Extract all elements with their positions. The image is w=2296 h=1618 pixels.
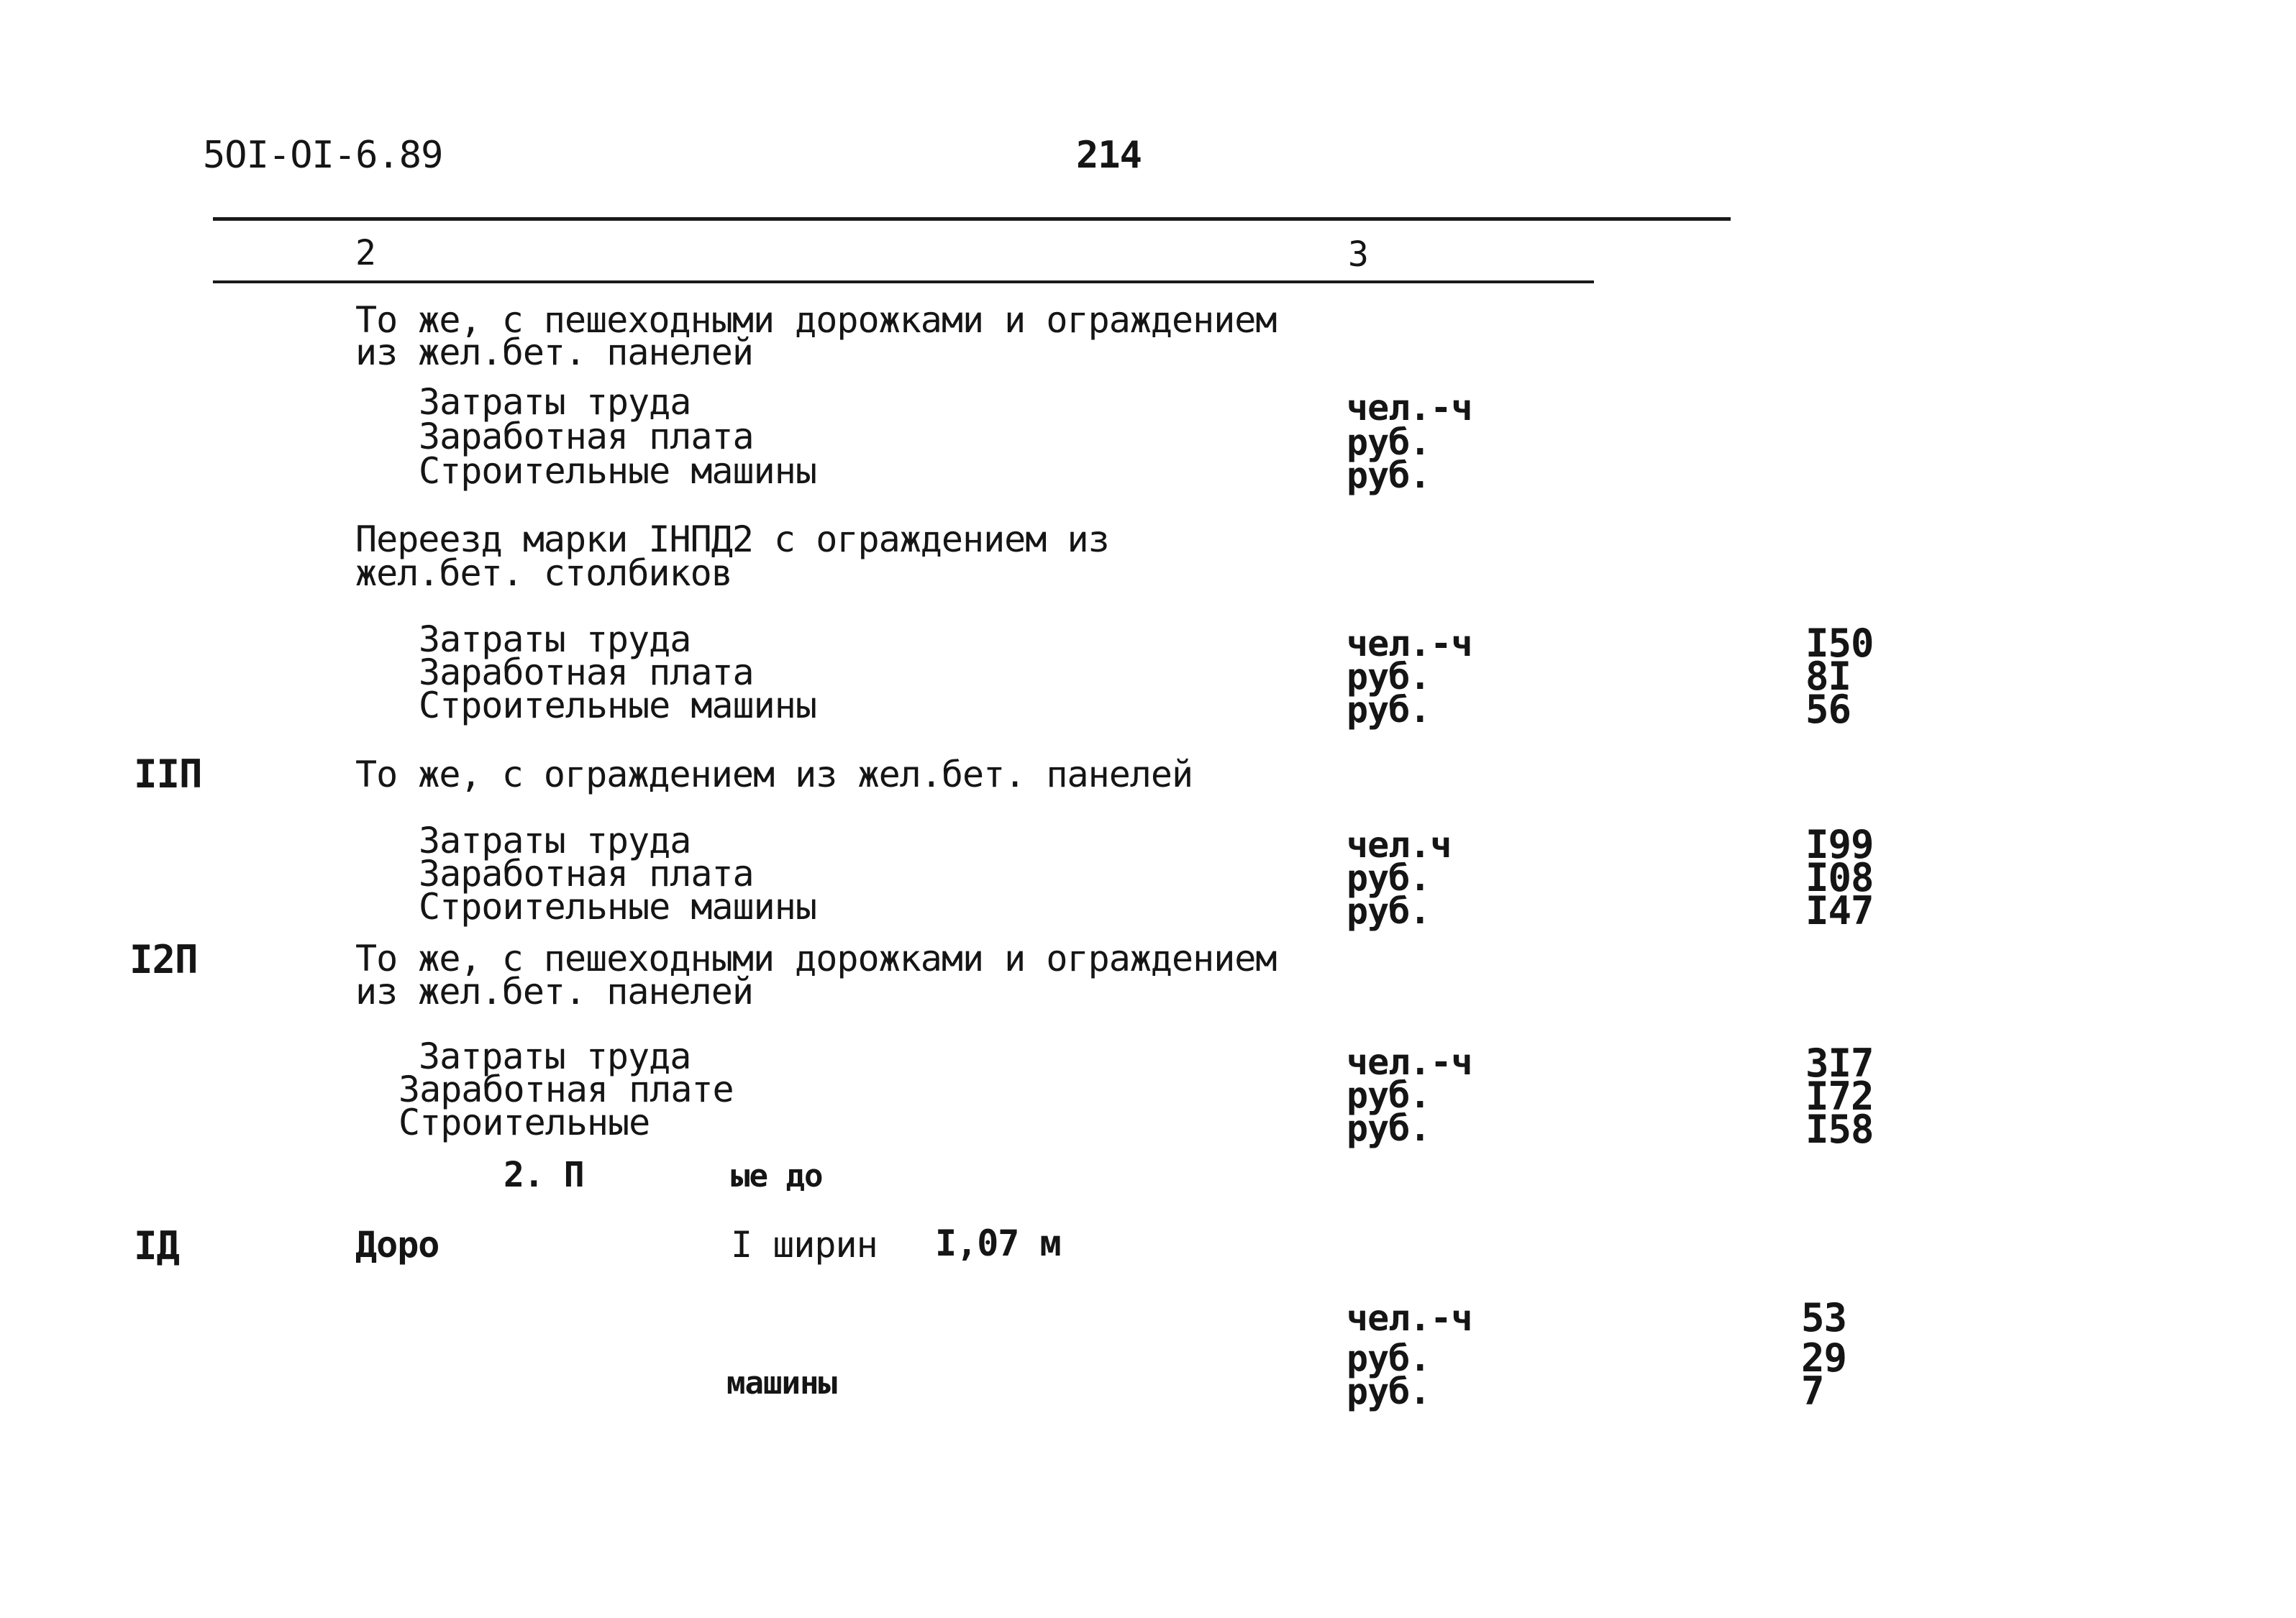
item-label: Заработная плата <box>419 652 754 693</box>
item-value: I47 <box>1805 888 1874 933</box>
item-value: 7 <box>1801 1368 1824 1414</box>
item-value: 56 <box>1805 687 1851 732</box>
block-title-line: То же, с пешеходными дорожками и ограждением <box>355 299 1277 341</box>
item-unit: руб. <box>1347 656 1431 698</box>
column-header-bottom-rule <box>213 280 1594 283</box>
item-value: I08 <box>1805 855 1874 900</box>
block-title-line: жел.бет. столбиков <box>355 552 732 594</box>
section-title-right: I ширин <box>731 1224 878 1266</box>
item-label: Заработная плате <box>398 1069 734 1110</box>
item-value: 29 <box>1801 1335 1847 1381</box>
item-unit: руб. <box>1347 454 1431 496</box>
item-label: Строительные <box>398 1102 650 1143</box>
item-unit: чел.ч <box>1347 824 1452 866</box>
block-title-line: То же, с пешеходными дорожками и ограждением <box>355 938 1277 979</box>
row-code: IIП <box>134 751 202 797</box>
section-heading-left: 2. П <box>504 1155 584 1195</box>
item-unit: чел.-ч <box>1347 623 1472 664</box>
document-code: 5OI-OI-6.89 <box>203 134 443 177</box>
block-title-line: Переезд марки IНПД2 с ограждением из <box>355 518 1109 560</box>
item-value: I58 <box>1805 1107 1874 1152</box>
item-label: Затраты труда <box>419 820 691 861</box>
item-unit: чел.-ч <box>1347 1297 1472 1339</box>
item-unit: чел.-ч <box>1347 387 1472 429</box>
item-unit: руб. <box>1347 857 1431 899</box>
item-value: 53 <box>1801 1295 1847 1340</box>
item-label: Затраты труда <box>419 618 691 660</box>
row-code: I2П <box>129 937 198 982</box>
section-title-value: I,07 м <box>935 1222 1061 1264</box>
section-title-left: Доро <box>355 1224 439 1266</box>
item-unit: руб. <box>1347 1107 1431 1149</box>
block-title-line: из жел.бет. панелей <box>355 332 753 373</box>
item-value: I50 <box>1805 621 1874 666</box>
item-label: машины <box>726 1365 837 1402</box>
item-label: Затраты труда <box>419 1036 691 1077</box>
item-label: Строительные машины <box>419 685 816 726</box>
item-label: Затраты труда <box>419 381 691 423</box>
row-code: IД <box>134 1223 180 1269</box>
item-unit: чел.-ч <box>1347 1041 1472 1083</box>
column-header-2: 2 <box>355 233 375 273</box>
table-top-rule <box>213 217 1731 221</box>
item-label: Строительные машины <box>419 450 816 492</box>
item-unit: руб. <box>1347 1371 1431 1412</box>
item-label: Заработная плата <box>419 853 754 895</box>
section-heading-right: ые до <box>731 1158 823 1194</box>
item-unit: руб. <box>1347 1338 1431 1379</box>
item-unit: руб. <box>1347 421 1431 463</box>
item-unit: руб. <box>1347 890 1431 932</box>
item-unit: руб. <box>1347 1074 1431 1116</box>
block-title-line: То же, с ограждением из жел.бет. панелей <box>355 754 1193 795</box>
item-value: 8I <box>1805 654 1851 699</box>
block-title-line: из жел.бет. панелей <box>355 971 753 1013</box>
item-unit: руб. <box>1347 689 1431 731</box>
item-value: I99 <box>1805 822 1874 867</box>
page-number: 214 <box>1076 134 1142 177</box>
item-value: I72 <box>1805 1074 1874 1119</box>
item-label: Заработная плата <box>419 416 754 457</box>
item-label: Строительные машины <box>419 886 816 928</box>
column-header-3: 3 <box>1348 234 1368 275</box>
item-value: 3I7 <box>1805 1041 1874 1086</box>
